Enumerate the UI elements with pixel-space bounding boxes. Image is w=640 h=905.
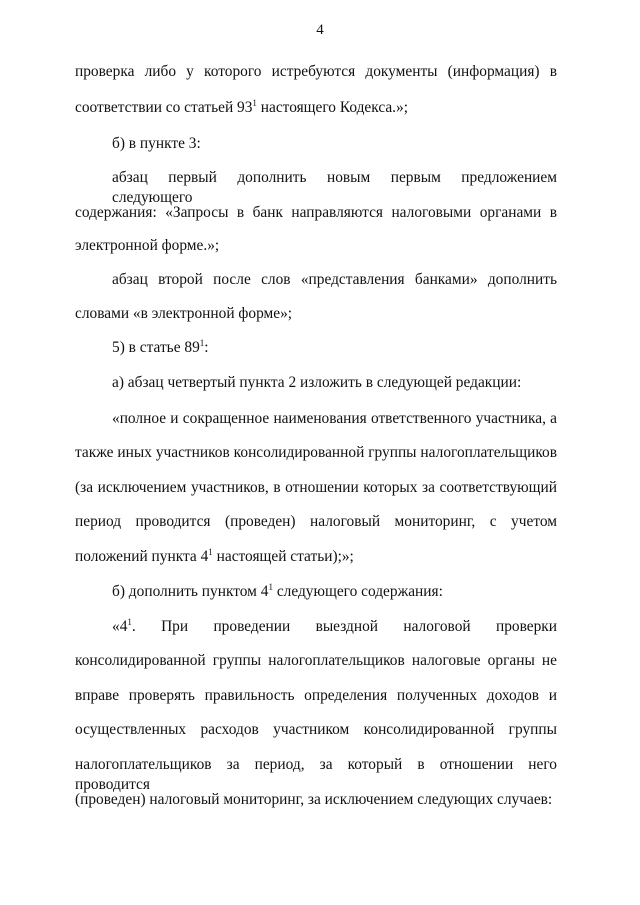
text-segment: (проведен) налоговый мониторинг, за исключением следующих случаев: — [75, 791, 553, 808]
text-segment: словами «в электронной форме»; — [75, 305, 293, 322]
text-segment: осуществленных расходов участником консолидированной группы — [75, 721, 557, 738]
text-line — [75, 755, 557, 795]
text-line — [75, 478, 557, 498]
text-line — [112, 168, 557, 208]
text-line — [75, 720, 557, 740]
text-line — [75, 651, 557, 671]
text-line — [112, 373, 557, 393]
text-segment: 5) в статье 89 — [112, 339, 200, 356]
superscript: 1 — [199, 338, 205, 348]
text-segment: абзац второй после слов «представления банками» дополнить — [112, 271, 557, 288]
text-line — [75, 236, 557, 256]
text-line — [112, 338, 557, 358]
text-segment: консолидированной группы налогоплательщиков налоговые органы не — [75, 652, 557, 669]
text-segment: настоящего Кодекса.»; — [256, 99, 409, 116]
text-segment: вправе проверять правильность определения полученных доходов и — [75, 687, 557, 704]
text-line — [75, 62, 557, 82]
text-segment: содержания: «Запросы в банк направляются налоговыми органами в — [75, 204, 557, 221]
text-line — [75, 443, 557, 463]
text-line — [112, 582, 557, 602]
text-line — [75, 790, 557, 810]
text-segment: соответствии со статьей 93 — [75, 99, 253, 116]
text-segment: а) абзац четвертый пункта 2 изложить в следующей редакции: — [112, 374, 522, 391]
text-segment: следующего содержания: — [272, 583, 443, 600]
text-line — [112, 134, 557, 154]
text-line — [75, 304, 557, 324]
text-line — [112, 617, 557, 637]
text-line — [75, 686, 557, 706]
text-line — [75, 547, 557, 567]
text-segment: проверка либо у которого истребуются документы (информация) в — [75, 63, 557, 80]
text-segment: абзац первый дополнить новым первым предложением следующего — [112, 169, 557, 206]
text-segment: положений пункта 4 — [75, 548, 209, 565]
superscript: 1 — [252, 98, 257, 108]
text-line — [75, 98, 557, 118]
text-segment: период проводится (проведен) налоговый мониторинг, с учетом — [75, 513, 557, 530]
text-line — [75, 203, 557, 223]
text-segment: б) дополнить пунктом 4 — [112, 583, 269, 600]
text-segment: (за исключением участников, в отношении которых за соответствующий — [75, 479, 557, 496]
text-segment: «полное и сокращенное наименования ответственного участника, а — [112, 410, 557, 427]
text-segment: : — [204, 339, 209, 356]
text-segment: «4 — [112, 618, 128, 635]
page-number: 4 — [316, 22, 324, 38]
superscript: 1 — [208, 547, 213, 557]
text-segment: электронной форме.»; — [75, 237, 220, 254]
text-line — [112, 270, 557, 290]
superscript: 1 — [127, 617, 132, 627]
text-segment: также иных участников консолидированной группы налогоплательщиков — [75, 444, 557, 461]
text-line — [75, 512, 557, 532]
text-line — [112, 409, 557, 429]
text-segment: настоящей статьи);»; — [212, 548, 354, 565]
text-segment: б) в пункте 3: — [112, 135, 201, 152]
superscript: 1 — [268, 582, 273, 592]
text-segment: . При проведении выездной налоговой проверки — [131, 618, 557, 635]
text-segment: налогоплательщиков за период, за который в отношении него проводится — [75, 756, 557, 793]
